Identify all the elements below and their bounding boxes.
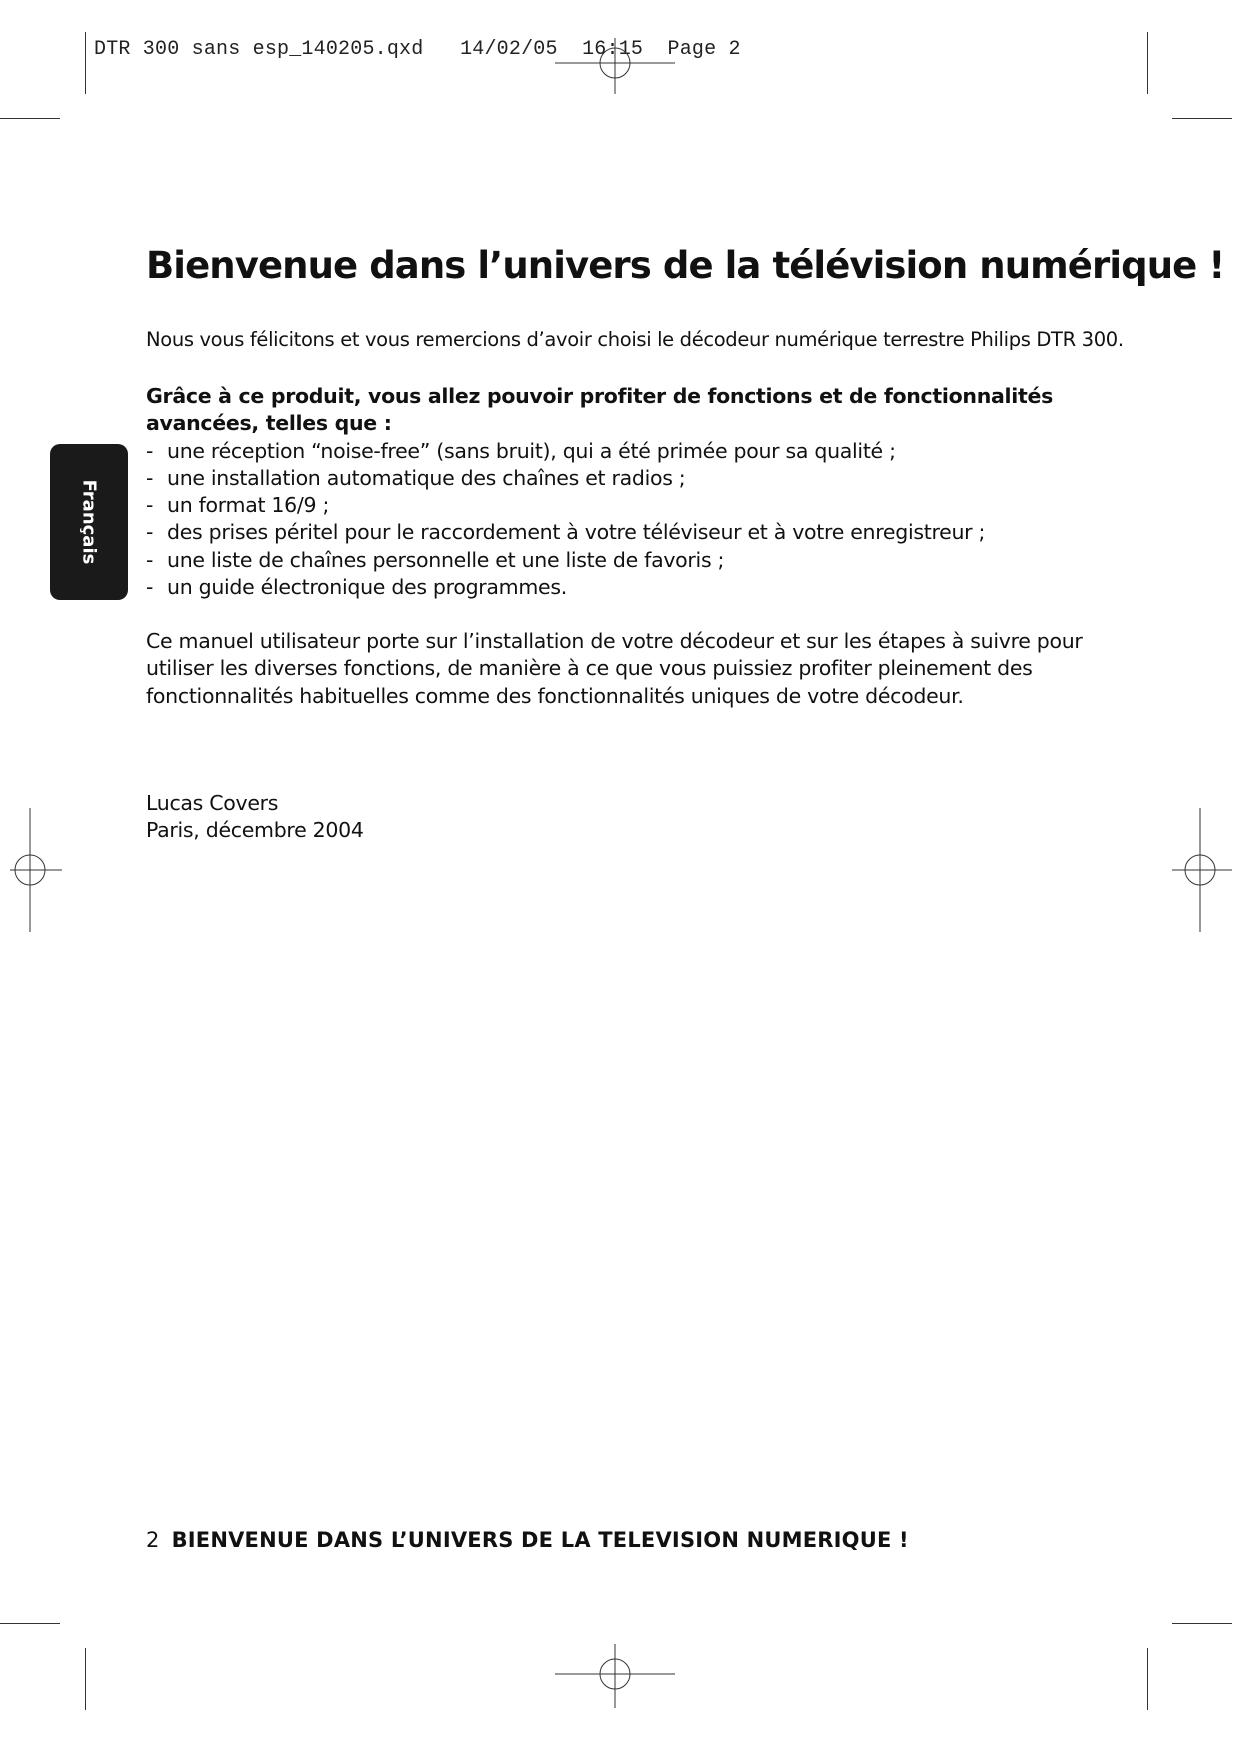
features-section xyxy=(146,383,1086,601)
features-heading: Grâce à ce produit, vous allez pouvoir profiter de fonctions et de fonctionnalités avancées, telles que : xyxy=(146,384,1053,436)
registration-mark-icon xyxy=(1172,808,1232,932)
features-list xyxy=(146,438,1086,602)
slug-time: 16:15 xyxy=(582,38,644,61)
page-number: 2 xyxy=(146,1528,160,1552)
list-item: - une liste de chaînes personnelle et une liste de favoris ; xyxy=(146,547,1086,574)
list-item: - une réception “noise-free” (sans bruit), qui a été primée pour sa qualité ; xyxy=(146,438,1086,465)
crop-mark xyxy=(0,1623,60,1624)
crop-mark xyxy=(1147,1648,1148,1710)
list-item: - un guide électronique des programmes. xyxy=(146,574,1086,601)
crop-mark xyxy=(85,1648,86,1710)
registration-mark-icon xyxy=(10,808,62,932)
list-item: - des prises péritel pour le raccordement à votre téléviseur et à votre enregistreur ; xyxy=(146,519,1086,546)
slug-file: DTR 300 sans esp_140205.qxd xyxy=(94,38,424,61)
list-item: - un format 16/9 ; xyxy=(146,492,1086,519)
language-tab xyxy=(50,444,128,600)
crop-mark xyxy=(85,32,86,94)
crop-mark xyxy=(1147,32,1148,94)
manual-paragraph: Ce manuel utilisateur porte sur l’installation de votre décodeur et sur les étapes à suivre pour utiliser les diverses fonctions, de manière à ce que vous puissiez profiter pleinement des fonctionnalités habituelles comme des fonctionnalités uniques de votre décodeur. xyxy=(146,629,1083,708)
list-item: - une installation automatique des chaînes et radios ; xyxy=(146,465,1086,492)
slug-page: Page 2 xyxy=(667,38,741,61)
running-title: BIENVENUE DANS L’UNIVERS DE LA TELEVISION NUMERIQUE ! xyxy=(171,1528,909,1552)
crop-mark xyxy=(0,118,60,119)
crop-mark xyxy=(1172,118,1232,119)
intro-paragraph: Nous vous félicitons et vous remercions d’avoir choisi le décodeur numérique terrestre Philips DTR 300. xyxy=(146,328,1124,351)
signature-place-date: Paris, décembre 2004 xyxy=(146,818,364,843)
registration-mark-icon xyxy=(555,1644,675,1708)
page-title: Bienvenue dans l’univers de la télévision numérique ! xyxy=(146,244,1225,287)
crop-mark xyxy=(1172,1623,1232,1624)
signature-block xyxy=(146,790,364,845)
language-tab-label: Français xyxy=(78,479,100,565)
signature-name: Lucas Covers xyxy=(146,791,279,815)
slug-date: 14/02/05 xyxy=(460,38,558,61)
page-footer xyxy=(146,1528,909,1552)
registration-mark-icon xyxy=(555,38,675,94)
